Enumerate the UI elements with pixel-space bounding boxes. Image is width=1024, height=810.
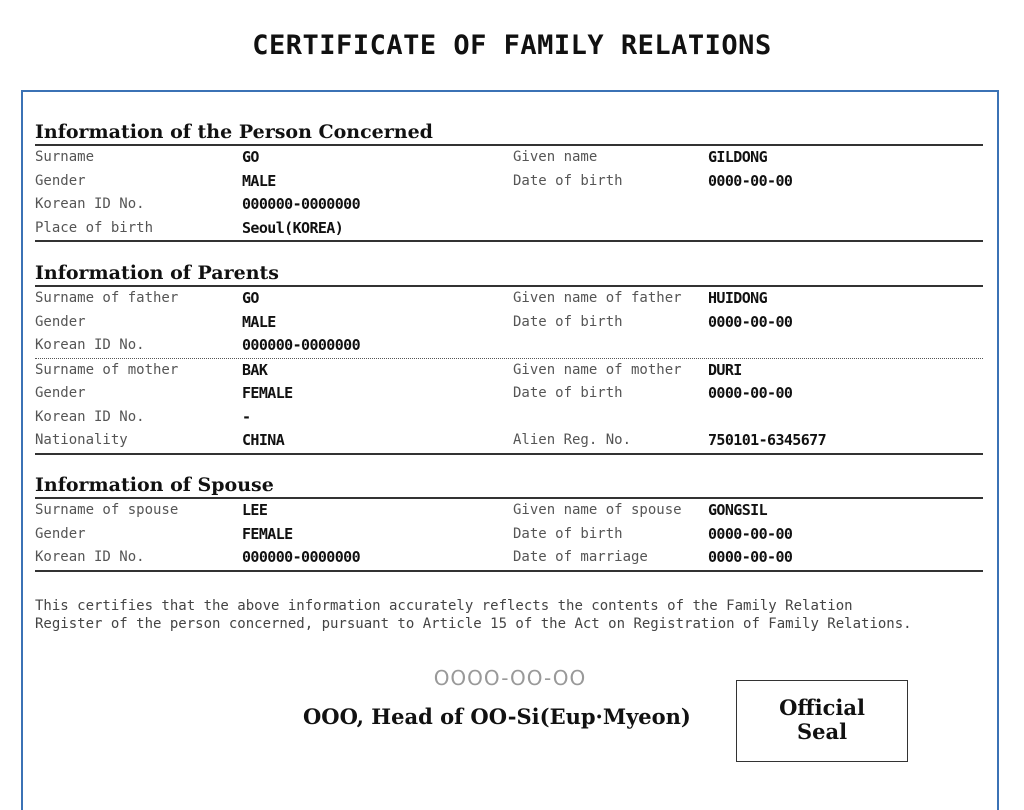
- certification-statement: [35, 597, 985, 633]
- certificate-frame: [21, 90, 999, 810]
- field-label: Surname: [35, 149, 95, 165]
- field-label: Surname of spouse: [35, 502, 179, 518]
- field-label: Date of marriage: [513, 549, 648, 565]
- field-value: Seoul(KOREA): [242, 218, 344, 237]
- field-label: Gender: [35, 525, 86, 542]
- field-value: GILDONG: [708, 148, 768, 166]
- field-value: GONGSIL: [708, 501, 768, 519]
- field-value: GO: [242, 289, 259, 307]
- field-label: Gender: [35, 172, 86, 189]
- seal-line: Seal: [796, 719, 848, 744]
- field-row: [35, 170, 983, 194]
- field-label: Gender: [35, 385, 86, 401]
- field-value: FEMALE: [242, 524, 293, 543]
- field-row: [35, 287, 983, 311]
- field-label: Given name: [513, 149, 598, 165]
- field-row: [35, 499, 983, 523]
- field-label: Given name of mother: [513, 361, 682, 378]
- field-row: [35, 523, 983, 547]
- field-label: Korean ID No.: [35, 337, 145, 353]
- field-value: MALE: [242, 312, 276, 331]
- field-value: 0000-00-00: [708, 524, 793, 543]
- field-row: [35, 217, 983, 241]
- field-label: Surname of father: [35, 290, 179, 306]
- field-label: Korean ID No.: [35, 196, 145, 212]
- field-value: LEE: [242, 501, 268, 519]
- field-label: Date of birth: [513, 525, 623, 542]
- field-value: 0000-00-00: [708, 312, 793, 331]
- field-label: Korean ID No.: [35, 408, 145, 425]
- seal-line: Official: [779, 695, 865, 720]
- field-value: HUIDONG: [708, 289, 768, 307]
- field-label: Nationality: [35, 432, 128, 448]
- field-row: [35, 429, 983, 453]
- certification-line: Register of the person concerned, pursuant to Article 15 of the Act on Registration of Family Relations.: [35, 616, 912, 632]
- field-value: MALE: [242, 171, 276, 190]
- field-value: GO: [242, 148, 259, 166]
- field-value: FEMALE: [242, 384, 293, 402]
- field-label: Gender: [35, 313, 86, 330]
- field-label: Place of birth: [35, 219, 154, 236]
- field-label: Date of birth: [513, 385, 623, 401]
- field-value: DURI: [708, 360, 742, 379]
- field-row: [35, 382, 983, 406]
- field-value: 0000-00-00: [708, 384, 793, 402]
- field-value: BAK: [242, 360, 268, 379]
- field-value: 000000-0000000: [242, 336, 361, 354]
- field-value: 0000-00-00: [708, 548, 793, 566]
- person-section: [35, 120, 983, 242]
- field-label: Surname of mother: [35, 361, 179, 378]
- field-label: Korean ID No.: [35, 549, 145, 565]
- issue-date: OOOO-OO-OO: [433, 666, 587, 690]
- field-row: [35, 546, 983, 570]
- field-label: Given name of father: [513, 290, 682, 306]
- field-value: 000000-0000000: [242, 548, 361, 566]
- field-value: 750101-6345677: [708, 431, 827, 449]
- field-row: [35, 359, 983, 383]
- field-row: [35, 193, 983, 217]
- certification-line: This certifies that the above information accurately reflects the contents of the Family Relation: [35, 598, 853, 614]
- field-value: -: [242, 407, 251, 426]
- parents-section: [35, 261, 983, 455]
- field-label: Given name of spouse: [513, 502, 682, 518]
- official-seal-box: [736, 680, 908, 762]
- field-label: Date of birth: [513, 172, 623, 189]
- field-value: CHINA: [242, 431, 285, 449]
- spouse-section: [35, 473, 983, 572]
- section-heading: Information of Parents: [35, 262, 280, 284]
- field-label: Date of birth: [513, 313, 623, 330]
- document-title: CERTIFICATE OF FAMILY RELATIONS: [252, 30, 772, 61]
- field-row: [35, 311, 983, 335]
- section-heading: Information of Spouse: [35, 474, 274, 496]
- field-row: [35, 146, 983, 170]
- field-value: 000000-0000000: [242, 195, 361, 213]
- issuer-name: OOO, Head of OO-Si(Eup·Myeon): [303, 704, 691, 729]
- field-value: 0000-00-00: [708, 171, 793, 190]
- field-row: [35, 406, 983, 430]
- section-heading: Information of the Person Concerned: [35, 121, 433, 143]
- field-row: [35, 334, 983, 358]
- field-label: Alien Reg. No.: [513, 432, 632, 448]
